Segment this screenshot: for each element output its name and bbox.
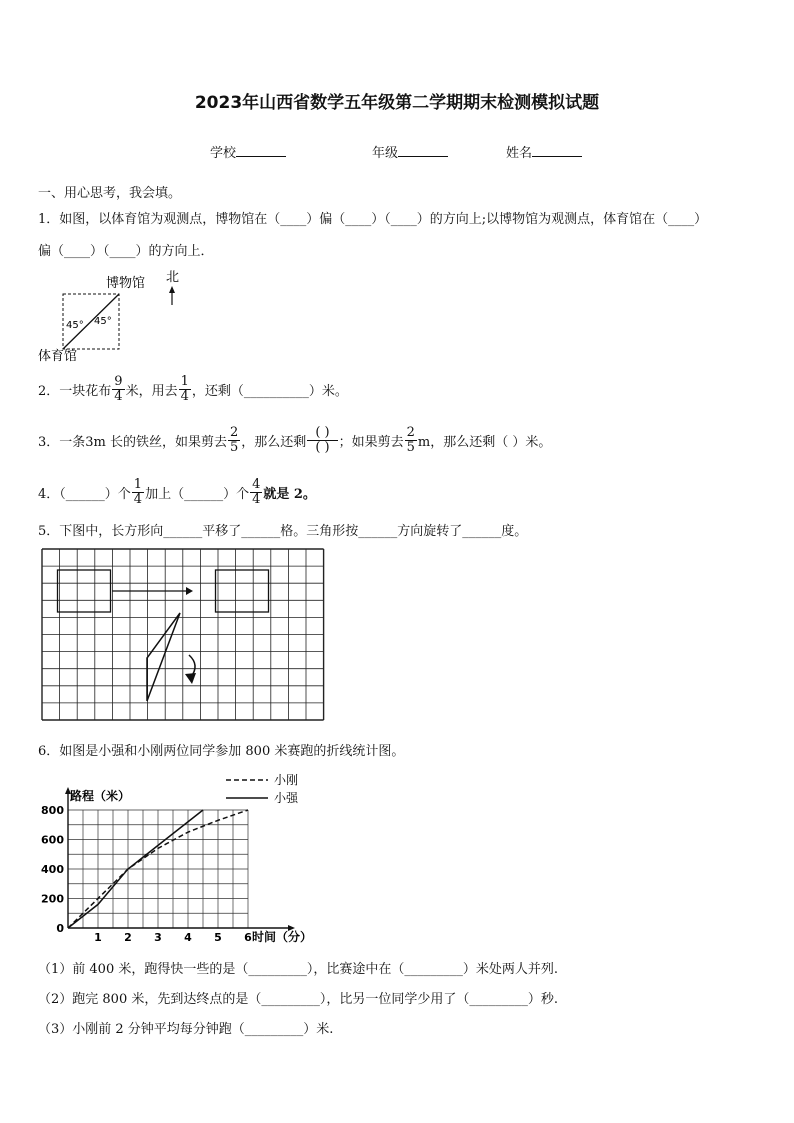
question-1-line2: 偏（____）（____）的方向上．: [38, 244, 214, 259]
question-6-part-2: （2）跑完 800 米，先到达终点的是（_________），比另一位同学少用了（_________）秒.: [38, 992, 558, 1007]
chart-axes: [65, 787, 295, 931]
question-5: 5．下图中，长方形向______平移了______格。三角形按______方向旋转了______度。: [38, 524, 528, 539]
rotation-arrowhead-icon: [185, 673, 196, 684]
q4-text-a: 4．（______）个: [38, 486, 131, 502]
fraction-2-5: [228, 426, 240, 454]
line-chart: [36, 768, 326, 944]
question-6: 6．如图是小强和小刚两位同学参加 800 米赛跑的折线统计图。: [38, 744, 405, 759]
north-label: 北: [166, 270, 180, 285]
grid-lines: [42, 549, 324, 720]
x-tick-label: 2: [124, 931, 132, 944]
fraction-denominator: 5: [230, 439, 239, 455]
chart-legend: [226, 772, 299, 805]
grade-label: 年级: [372, 146, 399, 161]
y-tick-label: 800: [41, 804, 64, 817]
chart-labels: [41, 788, 312, 944]
fraction-numerator: 2: [406, 424, 415, 440]
rectangle-moved: [216, 570, 269, 612]
page-title: 2023年山西省数学五年级第二学期期末检测模拟试题: [194, 93, 600, 113]
school-field[interactable]: [210, 142, 286, 161]
fraction-4-4: [250, 478, 262, 506]
angle-label-1: 45°: [66, 320, 84, 331]
section-heading: 一、用心思考，我会填。: [38, 186, 182, 201]
x-tick-label: 6: [244, 931, 252, 944]
question-4: [38, 474, 316, 510]
name-field[interactable]: [506, 142, 582, 161]
y-tick-label: 200: [41, 892, 64, 906]
fraction-denominator-blank[interactable]: ( ): [315, 439, 330, 455]
y-axis-label: 路程（米）: [70, 789, 131, 803]
arrowhead-icon: [186, 587, 193, 595]
chart-grid: [68, 810, 248, 928]
q3-text-a: 3．一条3m 长的铁丝，如果剪去: [38, 434, 228, 450]
x-tick-label: 1: [94, 931, 102, 944]
q4-text-c: 就是 2。: [263, 486, 316, 502]
fraction-numerator: 9: [114, 373, 123, 389]
grade-field[interactable]: [372, 142, 448, 161]
y-tick-label: 400: [41, 863, 64, 876]
legend-label: 小强: [274, 791, 299, 805]
school-label: 学校: [210, 146, 237, 161]
gym-label: 体育馆: [38, 349, 78, 364]
x-tick-label: 4: [184, 931, 192, 944]
fraction-2-5-m: [405, 426, 417, 454]
fraction-denominator: 4: [252, 491, 261, 507]
compass-figure: [36, 266, 186, 364]
q2-text-b: 米，用去: [125, 383, 178, 399]
name-label: 姓名: [506, 146, 533, 161]
q4-text-b: 加上（______）个: [145, 486, 250, 502]
fraction-denominator: 4: [114, 388, 123, 404]
fraction-denominator: 4: [180, 388, 189, 404]
fraction-numerator: 4: [252, 476, 261, 492]
museum-label: 博物馆: [106, 276, 146, 291]
fraction-1-4: [132, 478, 144, 506]
q3-text-d: m，那么还剩（ ）米。: [417, 434, 552, 450]
question-1-line1: 1．如图，以体育馆为观测点，博物馆在（____）偏（____）（____）的方向上;以博物馆为观测点，体育馆在（____）: [38, 212, 708, 227]
x-axis-label: 时间（分）: [252, 930, 313, 944]
rectangle-original: [58, 570, 111, 612]
triangle: [147, 613, 180, 701]
question-2: [38, 372, 348, 406]
q3-text-c: ；如果剪去: [338, 434, 404, 450]
fraction-denominator: 4: [133, 491, 143, 507]
translation-grid-figure: [40, 547, 326, 723]
fraction-denominator: 5: [406, 439, 415, 455]
fraction-numerator: 1: [133, 476, 143, 492]
fraction-9-4: [112, 375, 124, 403]
fraction-numerator-blank[interactable]: ( ): [307, 426, 337, 441]
y-tick-label: 0: [56, 922, 64, 935]
north-arrowhead-icon: [169, 286, 175, 293]
fraction-1-4: [179, 375, 191, 403]
question-6-part-3: （3）小刚前 2 分钟平均每分钟跑（_________）米.: [38, 1022, 334, 1037]
fraction-numerator: 1: [180, 373, 189, 389]
q2-text-a: 2．一块花布: [38, 383, 112, 399]
q3-text-b: ，那么还剩: [241, 434, 307, 450]
q2-text-c: ，还剩（__________）米。: [191, 383, 348, 399]
question-6-part-1: （1）前 400 米，跑得快一些的是（_________），比赛途中在（_________）米处两人并列.: [38, 962, 558, 977]
fraction-answer[interactable]: [307, 426, 337, 454]
legend-label: 小刚: [274, 773, 299, 787]
x-tick-label: 3: [154, 931, 162, 944]
x-tick-label: 5: [214, 931, 222, 944]
fraction-numerator: 2: [230, 424, 239, 440]
y-tick-label: 600: [41, 833, 64, 847]
angle-label-2: 45°: [94, 316, 112, 327]
question-3: [38, 420, 551, 460]
